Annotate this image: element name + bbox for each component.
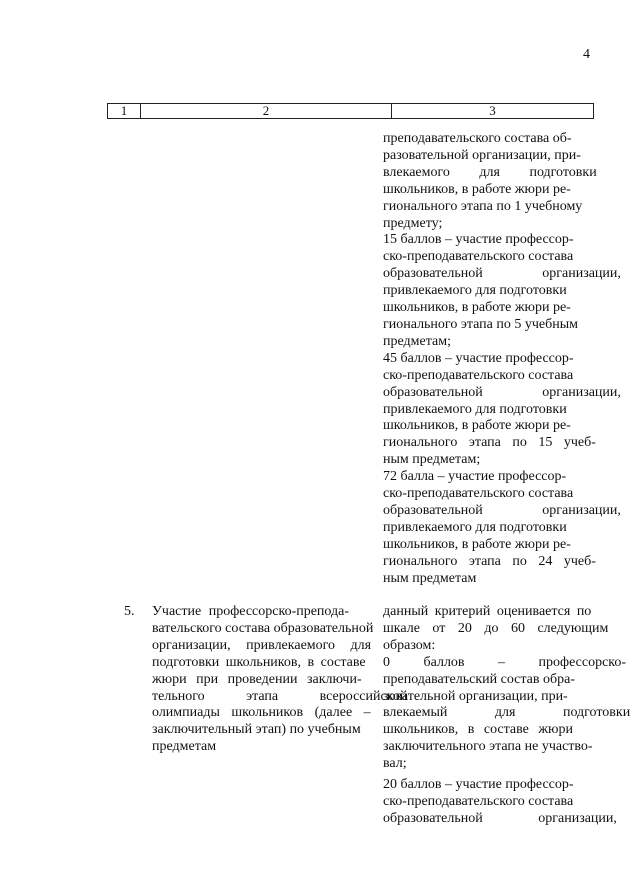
continued-scoring-text [383,131,621,587]
text-line: предметам [152,739,217,755]
text-line: привлекаемого для подготовки [383,519,567,535]
text-line: тельного этапа всероссийской [152,688,408,704]
text-line: ско-преподавательского состава [383,793,574,809]
text-line: жюри при проведении заключи- [152,671,362,687]
text-line: преподавательский состав обра- [383,671,576,687]
text-line: влекаемый для подготовки [383,705,631,721]
text-line-inner: влекаемого для подготовки [383,164,597,180]
text-line-inner: образовательной организации, [383,502,621,518]
text-line: шкале от 20 до 60 следующим [383,620,609,636]
column-header-2: 2 [141,104,392,118]
text-line: ско-преподавательского состава [383,249,574,265]
text-line: гионального этапа по 15 учеб- [383,435,596,451]
text-line-inner: образовательной организации, [383,266,621,282]
text-line: ско-преподавательского состава [383,367,574,383]
text-line: 72 балла – участие профессор- [383,469,567,485]
text-line: ным предметам; [383,452,481,468]
text-line: образом: [383,637,436,653]
text-line [383,384,621,402]
text-line: вал; [383,756,407,772]
page-number: 4 [583,47,590,62]
text-line: олимпиады школьников (далее – [152,705,371,721]
text-line: предметам; [383,333,451,349]
text-line: предмету; [383,215,443,231]
text-line: 0 баллов – профессорско- [383,654,627,670]
text-line: зовательной организации, при- [383,688,568,704]
text-line: подготовки школьников, в составе [152,654,366,670]
text-line-inner: образовательной организации, [383,384,621,400]
text-line: организации, привлекаемого для [152,637,372,653]
text-line: ным предметам [383,570,477,586]
text-line: привлекаемого для подготовки [383,283,567,299]
text-line: заключительный этап) по учебным [152,722,361,738]
text-line: заключительного этапа не участво- [383,739,593,755]
text-line [383,165,595,182]
scoring-text [383,604,631,828]
text-line: гионального этапа по 1 учебному [383,198,583,214]
text-line: школьников, в составе жюри [383,722,573,738]
text-line: образовательной организации, [383,810,617,826]
text-line: гионального этапа по 5 учебным [383,316,578,332]
column-header-3: 3 [489,103,496,118]
column-header-1: 1 [108,104,141,118]
text-line: 20 баллов – участие профессор- [383,777,574,793]
table-header-row [107,103,594,119]
text-line: данный критерий оценивается по [383,604,592,619]
text-line: ско-преподавательского состава [383,486,574,502]
text-line: привлекаемого для подготовки [383,401,567,417]
text-line: преподавательского состава об- [383,131,572,146]
text-line: школьников, в работе жюри ре- [383,536,571,552]
text-line: школьников, в работе жюри ре- [383,418,571,434]
text-line: школьников, в работе жюри ре- [383,181,571,197]
text-line: вательского состава образовательной [152,620,374,636]
text-line: 15 баллов – участие профессор- [383,232,574,248]
criterion-text [152,604,408,756]
row-number: 5. [124,604,135,619]
text-line [383,266,621,283]
text-line: разовательной организации, при- [383,147,581,163]
text-line: гионального этапа по 24 учеб- [383,553,596,569]
text-line: 45 баллов – участие профессор- [383,350,574,366]
text-line [383,502,621,520]
text-line: Участие профессорско-препода- [152,604,350,619]
text-line: школьников, в работе жюри ре- [383,300,571,316]
